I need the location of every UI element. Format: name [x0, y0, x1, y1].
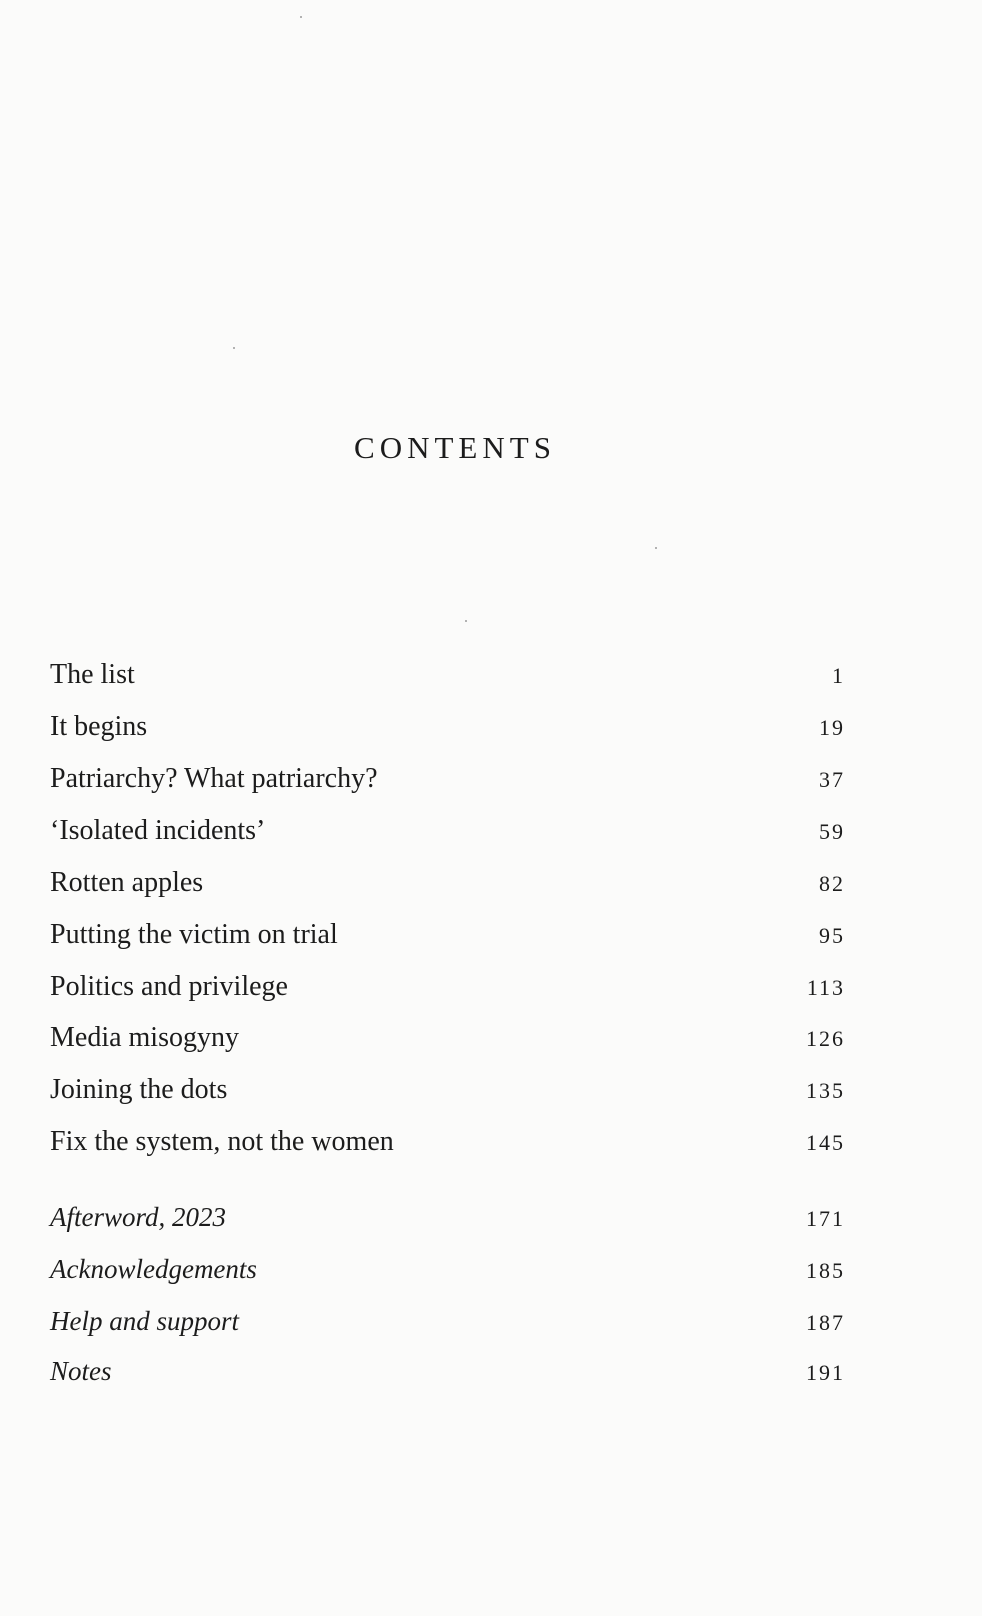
toc-back-matter-entry: [50, 1350, 845, 1392]
scan-speck: [655, 547, 657, 549]
toc-entry-title: Putting the victim on trial: [50, 919, 338, 950]
toc-entry-page: 187: [806, 1310, 845, 1335]
toc-entry-title: ‘Isolated incidents’: [50, 815, 266, 846]
toc-entry-title: Afterword, 2023: [50, 1202, 227, 1232]
toc-entry: [50, 966, 845, 1008]
scan-speck: [300, 16, 302, 18]
toc-entry-title: The list: [50, 659, 135, 690]
toc-entry-page: 95: [819, 923, 845, 948]
toc-entry: [50, 862, 845, 904]
toc-entry-page: 191: [806, 1360, 845, 1385]
toc-entry-page: 135: [806, 1078, 845, 1103]
toc-entry: [50, 914, 845, 956]
scan-speck: [233, 347, 235, 349]
toc-entry: [50, 1017, 845, 1059]
toc-entry-page: 185: [806, 1258, 845, 1283]
toc-entry-page: 37: [819, 767, 845, 792]
toc-entry-page: 171: [806, 1206, 845, 1231]
toc-entry-title: Joining the dots: [50, 1074, 228, 1105]
toc-entry-page: 145: [806, 1130, 845, 1155]
toc-entry-title: Patriarchy? What patriarchy?: [50, 763, 378, 794]
toc-back-matter-entry: [50, 1248, 845, 1290]
toc-entry-title: Notes: [50, 1356, 112, 1386]
toc-entry-page: 19: [819, 715, 845, 740]
toc-entry: [50, 810, 845, 852]
toc-entry-title: Politics and privilege: [50, 971, 288, 1002]
toc-back-matter-entry: [50, 1300, 845, 1342]
toc-entry-title: It begins: [50, 711, 148, 742]
toc-entry-title: Acknowledgements: [50, 1254, 257, 1284]
toc-entry-page: 113: [806, 975, 845, 1000]
toc-back-matter-entry: [50, 1196, 845, 1238]
toc-entry-page: 59: [819, 819, 845, 844]
toc-entry-page: 1: [832, 663, 845, 688]
toc-entry: [50, 1069, 845, 1111]
toc-entry: [50, 706, 845, 748]
toc-entry-page: 82: [819, 871, 845, 896]
toc-entry-page: 126: [806, 1026, 845, 1051]
toc-entry-title: Fix the system, not the women: [50, 1126, 394, 1157]
toc-entry: [50, 1121, 845, 1163]
scan-speck: [465, 620, 467, 622]
toc-entry: [50, 654, 845, 696]
toc-entry: [50, 758, 845, 800]
page-title: CONTENTS: [354, 430, 556, 465]
toc-entry-title: Rotten apples: [50, 867, 204, 898]
toc-entry-title: Help and support: [50, 1306, 239, 1336]
toc-entry-title: Media misogyny: [50, 1022, 239, 1053]
